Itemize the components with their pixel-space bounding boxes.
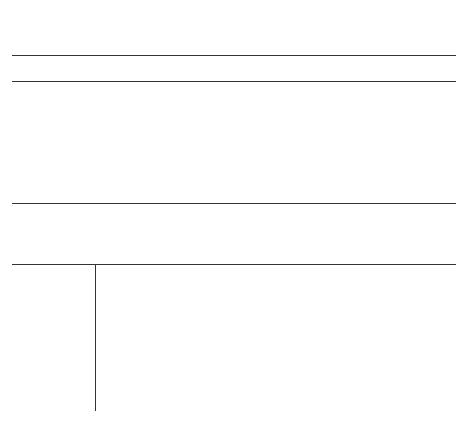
table-divider [12, 264, 456, 265]
table-column-separator [95, 264, 96, 411]
divider [12, 55, 456, 56]
divider [12, 81, 456, 82]
divider [12, 203, 456, 204]
